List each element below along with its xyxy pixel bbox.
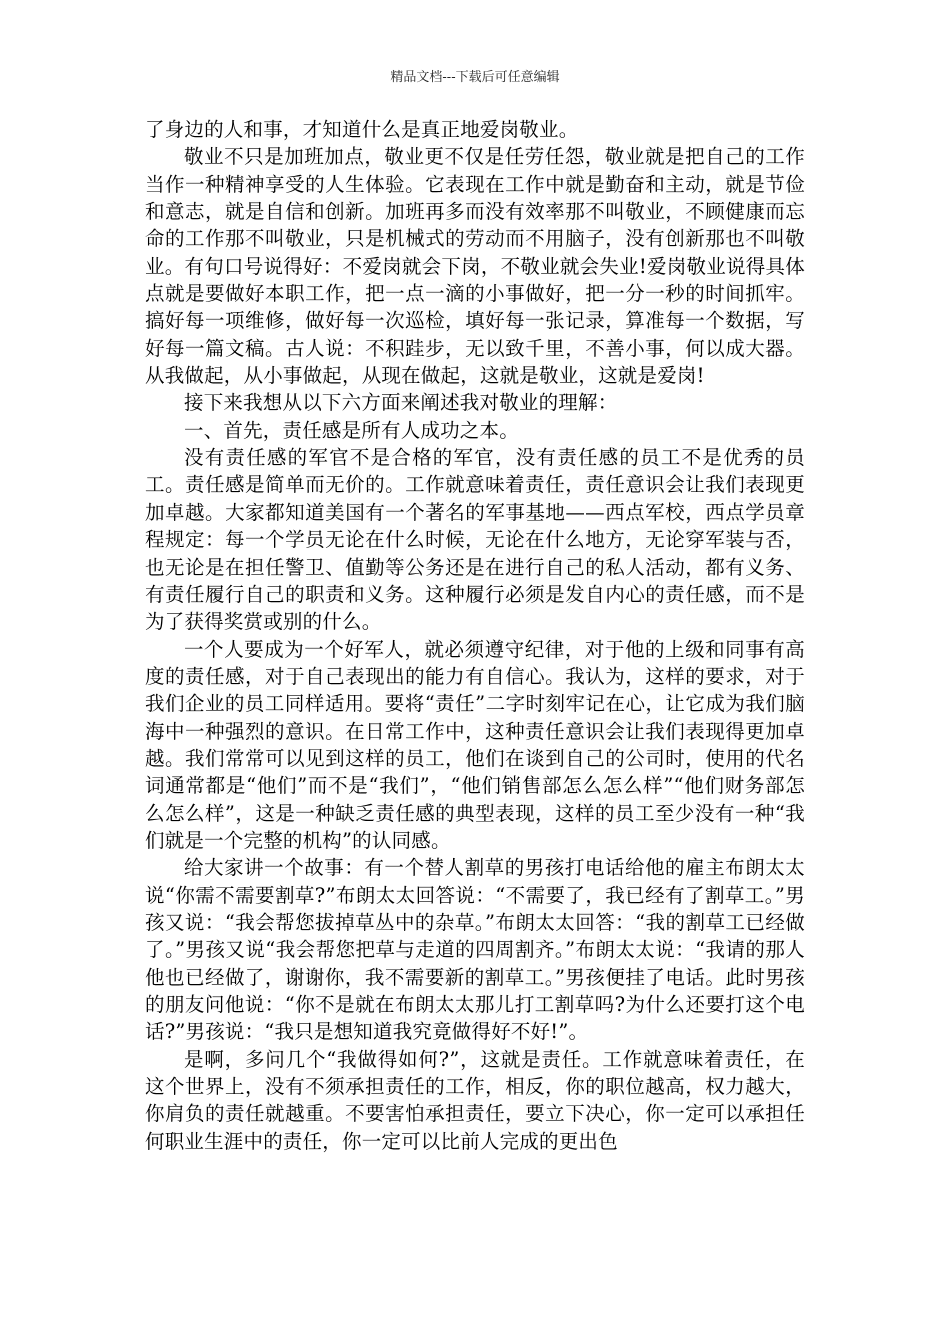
section-heading: 一、首先，责任感是所有人成功之本。 xyxy=(184,418,519,442)
paragraph: 敬业不只是加班加点，敬业更不仅是任劳任怨，敬业就是把自己的工作当作一种精神享受的人生体验。它表现在工作中就是勤奋和主动，就是节俭和意志，就是自信和创新。加班再多而没有效率那不叫敬业，不顾健康而忘命的工作那不叫敬业，只是机械式的劳动而不用脑子，没有创新那也不叫敬业。有句口号说得好：不爱岗就会下岗，不敬业就会失业!爱岗敬业说得具体点就是要做好本职工作，把一点一滴的小事做好，把一分一秒的时间抓牢。搞好每一项维修，做好每一次巡检，填好每一张记录，算准每一个数据，写好每一篇文稿。古人说：不积跬步，无以致千里，不善小事，何以成大器。从我做起，从小事做起，从现在做起，这就是敬业，这就是爱岗! xyxy=(145,145,805,388)
paragraph: 给大家讲一个故事：有一个替人割草的男孩打电话给他的雇主布朗太太说“你需不需要割草?”布朗太太回答说：“不需要了，我已经有了割草工。”男孩又说：“我会帮您拔掉草丛中的杂草。”布朗太太回答：“我的割草工已经做了。”男孩又说“我会帮您把草与走道的四周割齐。”布朗太太说：“我请的那人他也已经做了，谢谢你，我不需要新的割草工。”男孩便挂了电话。此时男孩的朋友问他说：“你不是就在布朗太太那儿打工割草吗?为什么还要打这个电话?”男孩说：“我只是想知道我究竟做得好不好!”。 xyxy=(145,856,805,1044)
paragraph-continuation: 了身边的人和事，才知道什么是真正地爱岗敬业。 xyxy=(145,118,579,141)
document-body xyxy=(145,116,805,1155)
paragraph: 接下来我想从以下六方面来阐述我对敬业的理解： xyxy=(184,391,618,415)
paragraph: 一个人要成为一个好军人，就必须遵守纪律，对于他的上级和同事有高度的责任感，对于自己表现出的能力有自信心。我认为，这样的要求，对于我们企业的员工同样适用。要将“责任”二字时刻牢记在心，让它成为我们脑海中一种强烈的意识。在日常工作中，这种责任意识会让我们表现得更加卓越。我们常常可以见到这样的员工，他们在谈到自己的公司时，使用的代名词通常都是“他们”而不是“我们”，“他们销售部怎么怎么样”“他们财务部怎么怎么样”，这是一种缺乏责任感的典型表现，这样的员工至少没有一种“我们就是一个完整的机构”的认同感。 xyxy=(145,637,805,852)
paragraph: 是啊，多问几个“我做得如何?”，这就是责任。工作就意味着责任，在这个世界上，没有不须承担责任的工作，相反，你的职位越高，权力越大，你肩负的责任就越重。不要害怕承担责任，要立下决心，你一定可以承担任何职业生涯中的责任，你一定可以比前人完成的更出色 xyxy=(145,1047,805,1153)
paragraph: 没有责任感的军官不是合格的军官，没有责任感的员工不是优秀的员工。责任感是简单而无价的。工作就意味着责任，责任意识会让我们表现更加卓越。大家都知道美国有一个著名的军事基地——西点军校，西点学员章程规定：每一个学员无论在什么时候，无论在什么地方，无论穿军装与否，也无论是在担任警卫、值勤等公务还是在进行自己的私人活动，都有义务、有责任履行自己的职责和义务。这种履行必须是发自内心的责任感，而不是为了获得奖赏或别的什么。 xyxy=(145,446,805,634)
page-header: 精品文档---下载后可任意编辑 xyxy=(390,70,560,85)
